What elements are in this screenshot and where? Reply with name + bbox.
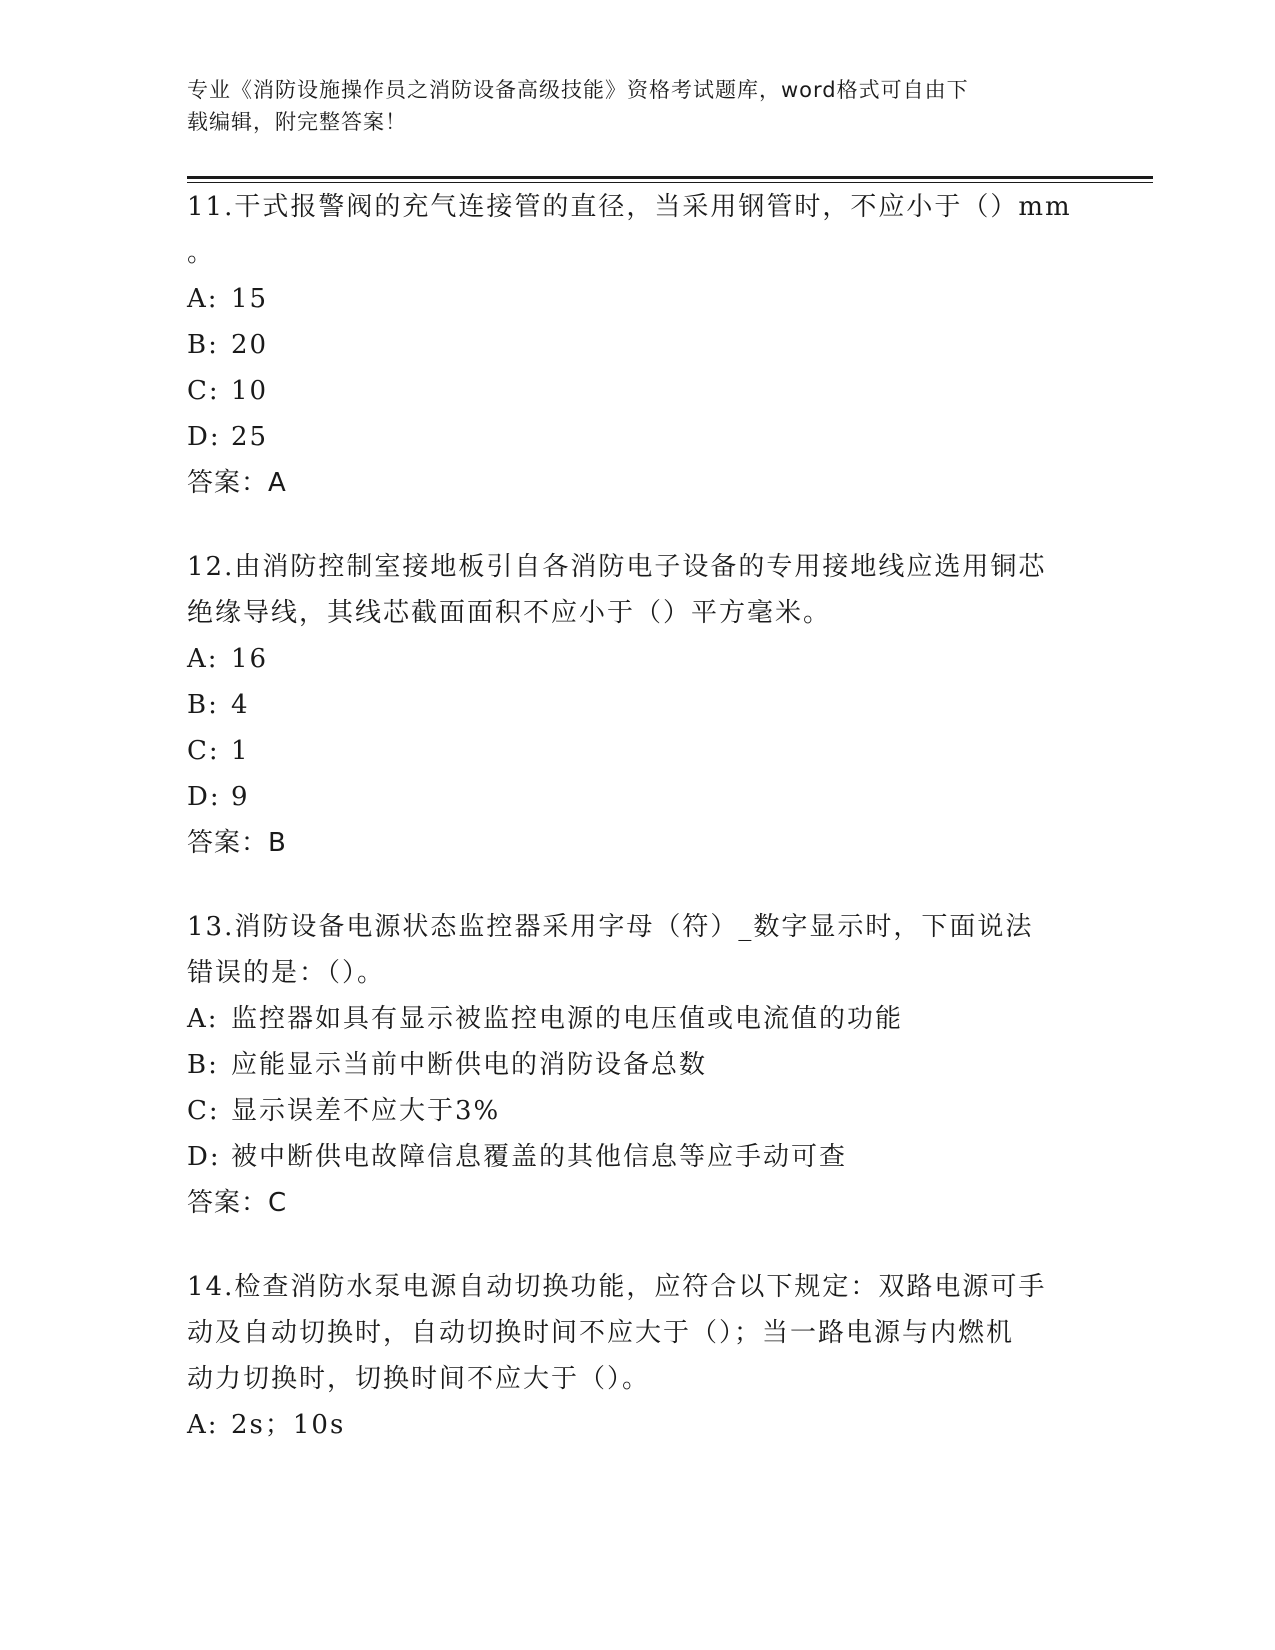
option-c bbox=[187, 1088, 1087, 1134]
option-text: 被中断供电故障信息覆盖的其他信息等应手动可查 bbox=[231, 1142, 848, 1172]
option-a bbox=[187, 996, 1087, 1042]
option-label: B: bbox=[187, 690, 219, 720]
option-d bbox=[187, 1134, 1087, 1180]
option-label: C: bbox=[187, 736, 220, 766]
option-text: 1 bbox=[231, 736, 250, 766]
option-c bbox=[187, 728, 1087, 774]
option-text: 监控器如具有显示被监控电源的电压值或电流值的功能 bbox=[231, 1004, 904, 1034]
option-text: 4 bbox=[231, 690, 250, 720]
option-label: A: bbox=[187, 1004, 219, 1034]
option-c bbox=[187, 368, 1087, 414]
option-label: D: bbox=[187, 422, 221, 452]
option-label: B: bbox=[187, 1050, 219, 1080]
option-text: 显示误差不应大于3% bbox=[231, 1096, 501, 1126]
question-number: 12. bbox=[187, 552, 235, 582]
option-text: 16 bbox=[231, 644, 269, 674]
option-text: 20 bbox=[231, 330, 269, 360]
question-13 bbox=[187, 904, 1087, 1226]
option-label: C: bbox=[187, 1096, 220, 1126]
question-text-line: 干式报警阀的充气连接管的直径，当采用钢管时，不应小于（）mm bbox=[234, 192, 1072, 222]
question-text-line: 由消防控制室接地板引自各消防电子设备的专用接地线应选用铜芯 bbox=[234, 552, 1047, 582]
question-text-line: 动力切换时，切换时间不应大于（）。 bbox=[187, 1364, 651, 1394]
option-a bbox=[187, 636, 1087, 682]
question-11 bbox=[187, 184, 1087, 506]
option-b bbox=[187, 322, 1087, 368]
option-text: 25 bbox=[231, 422, 269, 452]
question-text-line: 错误的是：（）。 bbox=[187, 958, 386, 988]
answer-line: 答案：A bbox=[187, 468, 287, 498]
intro-line-1: 专业《消防设施操作员之消防设备高级技能》资格考试题库，word格式可自由下 bbox=[187, 78, 969, 102]
option-label: A: bbox=[187, 1410, 219, 1440]
option-text: 应能显示当前中断供电的消防设备总数 bbox=[231, 1050, 708, 1080]
question-number: 14. bbox=[187, 1272, 235, 1302]
option-label: D: bbox=[187, 782, 221, 812]
question-14 bbox=[187, 1264, 1087, 1448]
question-number: 11. bbox=[187, 192, 235, 222]
question-text-line: 检查消防水泵电源自动切换功能，应符合以下规定：双路电源可手 bbox=[234, 1272, 1047, 1302]
option-label: B: bbox=[187, 330, 219, 360]
option-text: 2s；10s bbox=[231, 1410, 346, 1440]
answer-line: 答案：C bbox=[187, 1188, 288, 1218]
option-text: 15 bbox=[231, 284, 269, 314]
option-a bbox=[187, 276, 1087, 322]
question-12 bbox=[187, 544, 1087, 866]
option-label: D: bbox=[187, 1142, 221, 1172]
question-number: 13. bbox=[187, 912, 235, 942]
question-text-line: 。 bbox=[187, 238, 216, 268]
document-intro bbox=[187, 74, 1067, 138]
option-a bbox=[187, 1402, 1087, 1448]
question-text-line: 消防设备电源状态监控器采用字母（符）_数字显示时，下面说法 bbox=[234, 912, 1034, 942]
option-b bbox=[187, 682, 1087, 728]
answer-line: 答案：B bbox=[187, 828, 287, 858]
option-label: C: bbox=[187, 376, 220, 406]
intro-line-2: 载编辑，附完整答案！ bbox=[187, 110, 407, 134]
header-divider-thin bbox=[187, 182, 1153, 183]
header-divider-thick bbox=[187, 176, 1153, 179]
question-text-line: 动及自动切换时，自动切换时间不应大于（）；当一路电源与内燃机 bbox=[187, 1318, 1015, 1348]
option-label: A: bbox=[187, 644, 219, 674]
option-text: 10 bbox=[231, 376, 269, 406]
option-d bbox=[187, 414, 1087, 460]
question-text-line: 绝缘导线，其线芯截面面积不应小于（）平方毫米。 bbox=[187, 598, 832, 628]
option-b bbox=[187, 1042, 1087, 1088]
option-d bbox=[187, 774, 1087, 820]
option-label: A: bbox=[187, 284, 219, 314]
option-text: 9 bbox=[231, 782, 250, 812]
